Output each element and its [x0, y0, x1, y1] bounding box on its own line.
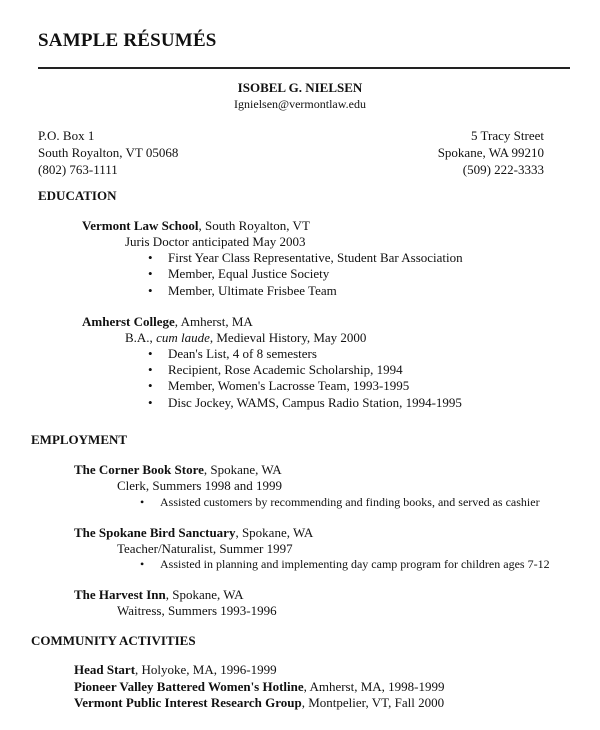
community-item: Pioneer Valley Battered Women's Hotline, Amherst, MA, 1998-1999	[74, 679, 445, 694]
education-heading: EDUCATION	[38, 188, 117, 203]
bullet-icon: •	[148, 362, 153, 377]
employer-line	[74, 587, 244, 603]
bullet-icon: •	[140, 495, 145, 509]
employer-line	[74, 525, 313, 541]
title-divider	[38, 67, 570, 69]
bullet-icon: •	[148, 346, 153, 361]
bullet-icon: •	[148, 250, 153, 265]
phone-line: (509) 222-3333	[462, 162, 544, 177]
school-name: Vermont Law School	[82, 218, 199, 233]
phone-line: (802) 763-1111	[38, 162, 118, 177]
employer-name: The Corner Book Store	[74, 462, 204, 477]
address-line: P.O. Box 1	[38, 128, 95, 143]
role-line: Clerk, Summers 1998 and 1999	[117, 478, 283, 493]
school-line	[82, 218, 310, 234]
school-name: Amherst College	[82, 314, 175, 329]
degree-line: B.A., cum laude, Medieval History, May 2000	[125, 330, 367, 345]
applicant-name: ISOBEL G. NIELSEN	[237, 80, 363, 95]
role-line: Waitress, Summers 1993-1996	[117, 603, 277, 618]
employer-location: , Spokane, WA	[165, 587, 244, 602]
applicant-email: Ignielsen@vermontlaw.edu	[234, 97, 366, 111]
employer-name: The Harvest Inn	[74, 587, 166, 602]
left-address-block	[38, 127, 178, 178]
employment-heading: EMPLOYMENT	[31, 432, 128, 447]
bullet-icon: •	[148, 378, 153, 393]
employer-location: , Spokane, WA	[235, 525, 314, 540]
bullet-icon: •	[148, 283, 153, 298]
community-item: Head Start, Holyoke, MA, 1996-1999	[74, 662, 277, 677]
employer-name: The Spokane Bird Sanctuary	[74, 525, 236, 540]
address-line: 5 Tracy Street	[471, 128, 544, 143]
community-item: Vermont Public Interest Research Group, Montpelier, VT, Fall 2000	[74, 695, 445, 710]
employer-location: , Spokane, WA	[203, 462, 282, 477]
bullet-icon: •	[140, 557, 145, 571]
school-location: , South Royalton, VT	[198, 218, 310, 233]
school-line	[82, 314, 253, 330]
community-heading: COMMUNITY ACTIVITIES	[31, 633, 196, 648]
school-location: , Amherst, MA	[174, 314, 253, 329]
organization-name: Vermont Public Interest Research Group	[74, 695, 302, 710]
role-line: Teacher/Naturalist, Summer 1997	[117, 541, 293, 556]
degree-line: Juris Doctor anticipated May 2003	[125, 234, 306, 249]
address-line: Spokane, WA 99210	[437, 145, 544, 160]
address-line: South Royalton, VT 05068	[38, 145, 179, 160]
organization-name: Head Start	[74, 662, 136, 677]
right-address-block	[438, 127, 544, 178]
organization-name: Pioneer Valley Battered Women's Hotline	[74, 679, 304, 694]
bullet-icon: •	[148, 266, 153, 281]
employer-line	[74, 462, 282, 478]
bullet-icon: •	[148, 395, 153, 410]
document-title: SAMPLE RÉSUMÉS	[38, 30, 217, 51]
